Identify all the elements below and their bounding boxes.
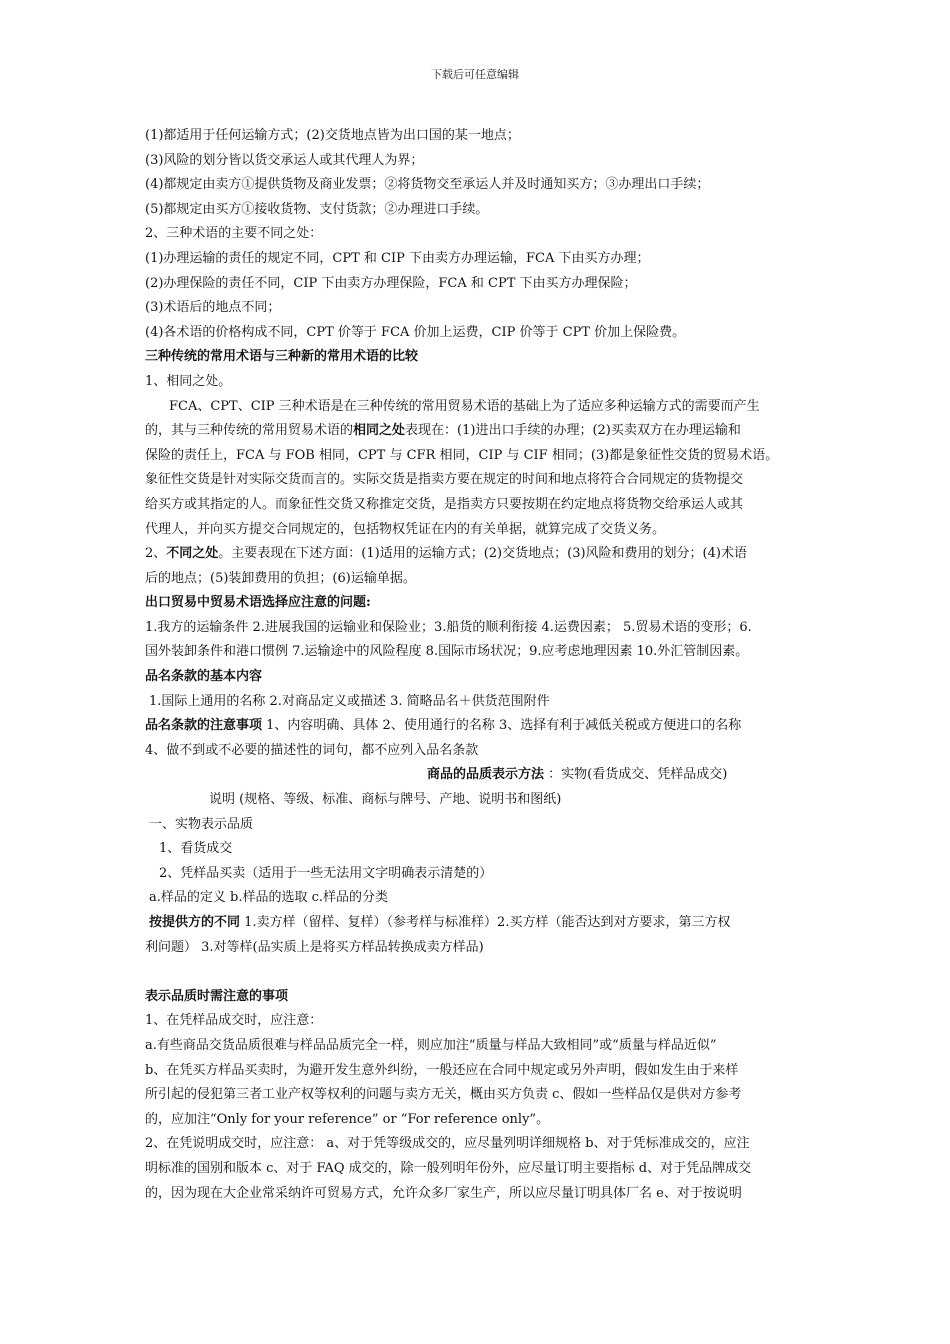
section-heading: 出口贸易中贸易术语选择应注意的问题: (145, 595, 371, 611)
text-line: 所引起的侵犯第三者工业产权等权利的问题与卖方无关，概由买方负责 c、假如一些样品仅是供对方参考 (145, 1087, 742, 1103)
text-line: (1)办理运输的责任的规定不同，CPT 和 CIP 下由卖方办理运输，FCA 下由买方办理； (145, 250, 650, 266)
text-line: 保险的责任上，FCA 与 FOB 相同，CPT 与 CFR 相同，CIP 与 CIF 相同；(3)都是象征性交货的贸易术语。 (145, 447, 779, 463)
text-line: 代理人，并向买方提交合同规定的，包括物权凭证在内的有关单据，就算完成了交货义务。 (145, 521, 666, 537)
text-line: 国外装卸条件和港口惯例 7.运输途中的风险程度 8.国际市场状况；9.应考虑地理因素 10.外汇管制因素。 (145, 644, 749, 660)
section-heading: 三种传统的常用术语与三种新的常用术语的比较 (145, 349, 419, 365)
text-line: (3)术语后的地点不同； (145, 300, 281, 316)
text-line: 1、相同之处。 (145, 373, 232, 389)
text-line: a.有些商品交货品质很难与样品品质完全一样，则应加注“质量与样品大致相同”或“质量与样品近似” (145, 1037, 717, 1053)
text-line: (4)各术语的价格构成不同，CPT 价等于 FCA 价加上运费，CIP 价等于 CPT 价加上保险费。 (145, 324, 686, 340)
text-line: (5)都规定由买方①接收货物、支付货款；②办理进口手续。 (145, 201, 489, 217)
text-line: 明标准的国别和版本 c、对于 FAQ 成交的，除一般列明年份外，应尽量订明主要指标 d、对于凭品牌成交 (145, 1160, 752, 1176)
section-heading: 表示品质时需注意的事项 (145, 988, 289, 1004)
page-header: 下载后可任意编辑 (431, 68, 519, 81)
text-span: ：实物(看货成交、凭样品成交) (544, 767, 728, 783)
text-line: 1.国际上通用的名称 2.对商品定义或描述 3. 简略品名＋供货范围附件 (149, 693, 550, 709)
text-line: (4)都规定由卖方①提供货物及商业发票；②将货物交至承运人并及时通知买方；③办理出口手续； (145, 177, 710, 193)
text-line: a.样品的定义 b.样品的选取 c.样品的分类 (149, 890, 389, 906)
document-body (145, 124, 807, 1206)
text-line: 4、做不到或不必要的描述性的词句，都不应列入品名条款 (145, 742, 479, 758)
text-line: 1.我方的运输条件 2.进展我国的运输业和保险业；3.船货的顺利衔接 4.运费因素； 5.贸易术语的变形；6. (145, 619, 752, 635)
text-span: 表现在：(1)进出口手续的办理；(2)买卖双方在办理运输和 (405, 423, 741, 439)
blank-line (145, 960, 807, 985)
text-line: 1、看货成交 (159, 841, 233, 857)
text-line: (2)办理保险的责任不同，CIP 下由卖方办理保险，FCA 和 CPT 下由买方办理保险； (145, 275, 637, 291)
text-span: 1.卖方样（留样、复样）（参考样与标准样）2.买方样（能否达到对方要求，第三方权 (240, 915, 731, 930)
text-line: 象征性交货是针对实际交货而言的。实际交货是指卖方要在规定的时间和地点将符合合同规定的货物提交 (145, 472, 744, 488)
text-line: 的，应加注“Only for your reference” or “For reference only”。 (145, 1111, 550, 1127)
text-line: (3)风险的划分皆以货交承运人或其代理人为界； (145, 152, 424, 168)
text-span: 。主要表现在下述方面：(1)适用的运输方式；(2)交货地点；(3)风险和费用的划分；(4)术语 (218, 546, 747, 562)
text-line (145, 714, 807, 739)
text-line (145, 763, 807, 788)
text-line: 1、在凭样品成交时，应注意： (145, 1013, 323, 1029)
text-line (145, 542, 807, 567)
section-heading: 品名条款的基本内容 (145, 669, 263, 685)
emphasis-span: 商品的品质表示方法 (427, 767, 545, 783)
emphasis-span: 品名条款的注意事项 (145, 718, 263, 734)
text-line (145, 911, 807, 936)
text-line: 给买方或其指定的人。而象征性交货又称推定交货，是指卖方只要按期在约定地点将货物交给承运人或其 (145, 496, 744, 512)
emphasis-span: 不同之处 (166, 546, 219, 562)
text-line (145, 419, 807, 444)
text-span: 的，其与三种传统的常用贸易术语的 (145, 423, 354, 439)
text-line: 后的地点；(5)装卸费用的负担；(6)运输单据。 (145, 570, 416, 586)
text-span: 1、内容明确、具体 2、使用通行的名称 3、选择有利于减低关税或方便进口的名称 (262, 718, 742, 734)
emphasis-span: 按提供方的不同 (149, 915, 241, 930)
paragraph-first-line: FCA、CPT、CIP 三种术语是在三种传统的常用贸易术语的基础上为了适应多种运输方式的需要而产生 (169, 398, 760, 414)
emphasis-span: 相同之处 (353, 423, 406, 439)
text-line: 2、在凭说明成交时，应注意： a、对于凭等级成交的，应尽量列明详细规格 b、对于凭标准成交的，应注 (145, 1136, 750, 1152)
text-span: 2、 (145, 546, 167, 562)
text-line: b、在凭买方样品买卖时，为避开发生意外纠纷，一般还应在合同中规定或另外声明，假如发生由于来样 (145, 1062, 739, 1078)
text-line: 说明 (规格、等级、标准、商标与牌号、产地、说明书和图纸) (209, 792, 562, 808)
text-line: 利问题） 3.对等样(品实质上是将买方样品转换成卖方样品) (145, 939, 484, 955)
text-line: 2、三种术语的主要不同之处： (145, 226, 323, 242)
text-line: (1)都适用于任何运输方式；(2)交货地点皆为出口国的某一地点； (145, 128, 520, 143)
text-line: 的，因为现在大企业常采纳许可贸易方式，允许众多厂家生产，所以应尽量订明具体厂名 e、对于按说明 (145, 1185, 742, 1201)
text-line: 一、实物表示品质 (149, 816, 254, 832)
text-line: 2、凭样品买卖（适用于一些无法用文字明确表示清楚的） (159, 865, 493, 881)
